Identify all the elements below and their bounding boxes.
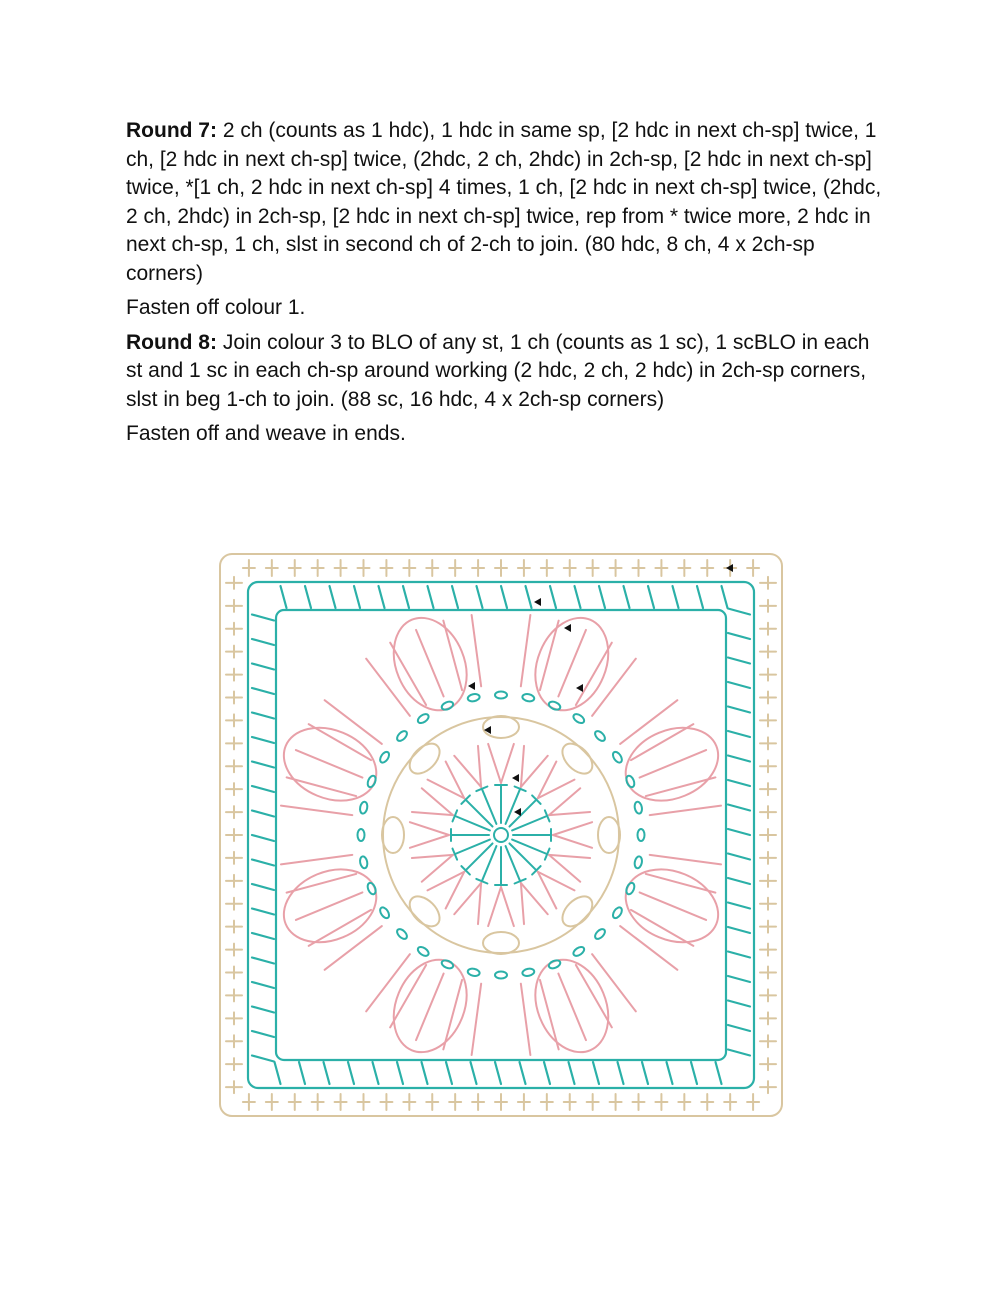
- chain-stitch: [625, 775, 636, 789]
- chain-stitch: [366, 775, 377, 789]
- v-stitch-mark: [549, 788, 580, 815]
- hdc-stitch-mark: [526, 586, 532, 608]
- hdc-stitch-mark: [544, 1062, 550, 1084]
- chain-stitch: [572, 712, 586, 724]
- v-stitch-mark: [412, 855, 453, 858]
- v-stitch-mark: [488, 744, 501, 783]
- hdc-stitch-mark: [348, 1062, 354, 1084]
- start-marker-icon: [564, 624, 571, 632]
- hdc-stitch-mark: [422, 1062, 428, 1084]
- chain-stitch: [611, 906, 623, 920]
- chain-stitch: [593, 927, 606, 940]
- tan-puff-round: [382, 716, 620, 954]
- hdc-stitch-mark: [728, 658, 750, 664]
- chain-stitch: [416, 712, 430, 724]
- chain-stitch: [441, 700, 455, 711]
- fasten-off-colour-1: Fasten off colour 1.: [126, 296, 306, 319]
- hdc-stitch-mark: [471, 1062, 477, 1084]
- hdc-stitch-mark: [252, 737, 274, 743]
- start-marker-icon: [514, 808, 521, 816]
- hdc-stitch-mark: [403, 586, 409, 608]
- v-stitch-mark: [549, 812, 590, 815]
- hdc-stitch-mark: [728, 927, 750, 933]
- hdc-stitch-mark: [252, 884, 274, 890]
- chain-stitch: [467, 693, 480, 702]
- v-stitch-mark: [549, 855, 590, 858]
- chain-stitch: [358, 829, 365, 841]
- puff-stitch: [404, 738, 445, 779]
- hdc-stitch-mark: [330, 586, 336, 608]
- hdc-stitch-mark: [722, 586, 728, 608]
- hdc-stitch-mark: [252, 909, 274, 915]
- v-stitch-mark: [478, 746, 481, 787]
- hdc-stitch-mark: [452, 586, 458, 608]
- hdc-stitch-mark: [618, 1062, 624, 1084]
- hdc-stitch-mark: [252, 958, 274, 964]
- hdc-stitch-mark: [299, 1062, 305, 1084]
- v-stitch-mark: [521, 746, 524, 787]
- dc-stitch-mark: [287, 777, 357, 796]
- puff-stitch: [483, 932, 519, 954]
- hdc-stitch-mark: [728, 976, 750, 982]
- start-marker-icon: [512, 774, 519, 782]
- hdc-stitch-mark: [252, 688, 274, 694]
- hdc-stitch-mark: [728, 829, 750, 835]
- v-stitch-mark: [553, 822, 592, 835]
- chain-stitch: [495, 692, 507, 699]
- dc-stitch-mark: [640, 892, 707, 920]
- v-stitch-mark: [521, 883, 548, 914]
- v-stitch-mark: [410, 835, 449, 848]
- v-stitch-mark: [501, 744, 514, 783]
- hdc-stitch-mark: [252, 615, 274, 621]
- chain-stitch: [611, 750, 623, 764]
- hdc-stitch-mark: [252, 713, 274, 719]
- teal-center-round: [451, 785, 551, 885]
- dc-stitch-mark: [472, 615, 482, 686]
- chain-stitch: [359, 801, 368, 814]
- chain-stitch: [395, 927, 408, 940]
- hdc-stitch-mark: [252, 664, 274, 670]
- hdc-stitch-mark: [642, 1062, 648, 1084]
- hdc-stitch-mark: [728, 1001, 750, 1007]
- v-stitch-mark: [501, 887, 514, 926]
- hdc-stitch-mark: [550, 586, 556, 608]
- hdc-stitch-mark: [728, 805, 750, 811]
- teal-frame-outer: [248, 582, 754, 1088]
- v-stitch-mark: [553, 835, 592, 848]
- round-8-label: Round 8:: [126, 330, 217, 354]
- hdc-stitch-mark: [252, 1056, 274, 1062]
- crochet-chart-diagram: [216, 550, 786, 1120]
- v-stitch-mark: [454, 883, 481, 914]
- hdc-stitch-mark: [275, 1062, 281, 1084]
- hdc-stitch-mark: [428, 586, 434, 608]
- teal-frame-inner: [276, 610, 726, 1060]
- dc-stitch-mark: [416, 630, 444, 697]
- hdc-stitch-mark: [728, 633, 750, 639]
- hdc-stitch-mark: [252, 811, 274, 817]
- dc-stitch-mark: [640, 750, 707, 778]
- round-8-text: Join colour 3 to BLO of any st, 1 ch (counts as 1 sc), 1 scBLO in each st and 1 sc in each ch-sp around working (2 hdc, 2 ch, 2 hdc) in 2ch-sp corners, slst in beg 1-ch to join. (88 sc, 16 hdc, 4 x 2ch-sp corners): [126, 330, 870, 411]
- hdc-stitch-mark: [728, 1050, 750, 1056]
- hdc-stitch-mark: [252, 1007, 274, 1013]
- pink-inner-round: [410, 744, 592, 926]
- hdc-stitch-mark: [667, 1062, 673, 1084]
- hdc-stitch-mark: [728, 952, 750, 958]
- chain-stitch: [395, 729, 408, 742]
- dc-stitch-mark: [416, 974, 444, 1041]
- hdc-stitch-mark: [728, 731, 750, 737]
- hdc-stitch-mark: [324, 1062, 330, 1084]
- hdc-stitch-mark: [728, 707, 750, 713]
- hdc-stitch-mark: [495, 1062, 501, 1084]
- crochet-chart-svg: [216, 550, 786, 1120]
- dc-stitch-mark: [540, 980, 559, 1050]
- v-stitch-mark: [454, 756, 481, 787]
- dc-stitch-mark: [281, 855, 352, 865]
- v-stitch-mark: [521, 883, 524, 924]
- hdc-stitch-mark: [252, 639, 274, 645]
- chain-stitch: [378, 750, 390, 764]
- round-7-text: 2 ch (counts as 1 hdc), 1 hdc in same sp, [2 hdc in next ch-sp] twice, 1 ch, [2 hdc in next ch-sp] twice, (2hdc, 2 ch, 2hdc) in 2ch-sp, [2 hdc in next ch-sp] twice, *[1 ch, 2 hdc in next ch-sp] 4 times, 1 ch, [2 hdc in next ch-sp] twice, (2hdc, 2 ch, 2hdc) in 2ch-sp, [2 hdc in next ch-sp] twice, rep from * twice more, 2 hdc in next ch-sp, 1 ch, slst in second ch of 2-ch to join. (80 hdc, 8 ch, 4 x 2ch-sp corners): [126, 119, 882, 285]
- chain-stitch: [416, 945, 430, 957]
- dc-stitch-mark: [443, 621, 462, 691]
- chain-stitch: [634, 801, 643, 814]
- hdc-stitch-mark: [728, 682, 750, 688]
- chain-stitch: [593, 729, 606, 742]
- hdc-stitch-mark: [379, 586, 385, 608]
- hdc-stitch-mark: [373, 1062, 379, 1084]
- chain-stitch: [634, 856, 643, 869]
- v-stitch-mark: [410, 822, 449, 835]
- hdc-stitch-mark: [446, 1062, 452, 1084]
- start-marker-icon: [534, 598, 541, 606]
- round-7-paragraph: [126, 117, 886, 288]
- hdc-stitch-mark: [599, 586, 605, 608]
- hdc-stitch-mark: [716, 1062, 722, 1084]
- chain-stitch: [378, 906, 390, 920]
- chain-stitch: [467, 968, 480, 977]
- hdc-stitch-mark: [477, 586, 483, 608]
- puff-stitch: [483, 716, 519, 738]
- hdc-stitch-mark: [252, 786, 274, 792]
- hdc-stitch-mark: [728, 609, 750, 615]
- round-7-label: Round 7:: [126, 119, 217, 142]
- start-marker-icon: [468, 682, 475, 690]
- hdc-stitch-mark: [501, 586, 507, 608]
- pink-petal-round: [273, 607, 730, 1064]
- puff-stitch: [598, 817, 620, 853]
- v-stitch-mark: [412, 812, 453, 815]
- hdc-stitch-mark: [728, 878, 750, 884]
- hdc-stitch-mark: [691, 1062, 697, 1084]
- chain-stitch: [441, 959, 455, 970]
- hdc-stitch-mark: [252, 982, 274, 988]
- chain-stitch: [522, 968, 535, 977]
- puff-stitch: [382, 817, 404, 853]
- hdc-stitch-mark: [397, 1062, 403, 1084]
- start-marker-icon: [576, 684, 583, 692]
- hdc-stitch-mark: [624, 586, 630, 608]
- hdc-stitch-mark: [520, 1062, 526, 1084]
- hdc-stitch-mark: [673, 586, 679, 608]
- hdc-stitch-mark: [354, 586, 360, 608]
- dc-stitch-mark: [472, 984, 482, 1055]
- outer-round-group: [220, 554, 782, 1116]
- hdc-stitch-mark: [252, 1031, 274, 1037]
- hdc-stitch-mark: [252, 933, 274, 939]
- teal-square-round: [248, 582, 754, 1088]
- v-stitch-mark: [549, 855, 580, 882]
- dc-stitch-mark: [281, 806, 352, 816]
- hdc-stitch-mark: [252, 860, 274, 866]
- dc-stitch-mark: [540, 621, 559, 691]
- hdc-stitch-mark: [569, 1062, 575, 1084]
- puff-stitch: [557, 738, 598, 779]
- teal-chain-ring: [358, 692, 645, 979]
- puff-stitch: [404, 891, 445, 932]
- hdc-stitch-mark: [593, 1062, 599, 1084]
- dc-stitch-mark: [287, 874, 357, 893]
- chain-stitch: [359, 856, 368, 869]
- magic-ring: [494, 828, 508, 842]
- v-stitch-mark: [422, 788, 453, 815]
- hdc-stitch-mark: [252, 762, 274, 768]
- chain-stitch: [548, 959, 562, 970]
- dc-stitch-mark: [521, 984, 531, 1055]
- instructions-text: [126, 117, 886, 455]
- hdc-stitch-mark: [728, 903, 750, 909]
- dc-stitch-mark: [443, 980, 462, 1050]
- dc-stitch-mark: [558, 974, 586, 1041]
- start-markers: [468, 564, 733, 816]
- tan-ring: [383, 717, 619, 953]
- dc-stitch-mark: [650, 855, 721, 865]
- chain-stitch: [548, 700, 562, 711]
- dc-stitch-mark: [646, 874, 716, 893]
- hdc-stitch-mark: [305, 586, 311, 608]
- dc-stitch-mark: [650, 806, 721, 816]
- round-8-paragraph: [126, 329, 886, 415]
- puff-stitch: [557, 891, 598, 932]
- hdc-stitch-mark: [728, 854, 750, 860]
- hdc-stitch-mark: [575, 586, 581, 608]
- chain-stitch: [572, 945, 586, 957]
- dc-stitch-mark: [296, 750, 363, 778]
- v-stitch-mark: [488, 887, 501, 926]
- v-stitch-mark: [521, 756, 548, 787]
- outer-frame: [220, 554, 782, 1116]
- hdc-stitch-mark: [648, 586, 654, 608]
- hdc-stitch-mark: [728, 1025, 750, 1031]
- hdc-stitch-mark: [728, 756, 750, 762]
- dc-stitch-mark: [521, 615, 531, 686]
- chain-stitch: [638, 829, 645, 841]
- v-stitch-mark: [478, 883, 481, 924]
- chain-stitch: [366, 882, 377, 896]
- chain-stitch: [522, 693, 535, 702]
- dc-stitch-mark: [646, 777, 716, 796]
- hdc-stitch-mark: [281, 586, 287, 608]
- hdc-stitch-mark: [697, 586, 703, 608]
- hdc-stitch-mark: [728, 780, 750, 786]
- chain-stitch: [495, 972, 507, 979]
- fasten-off-final: Fasten off and weave in ends.: [126, 422, 406, 445]
- v-stitch-mark: [422, 855, 453, 882]
- chain-stitch: [625, 882, 636, 896]
- dc-stitch-mark: [296, 892, 363, 920]
- hdc-stitch-mark: [252, 835, 274, 841]
